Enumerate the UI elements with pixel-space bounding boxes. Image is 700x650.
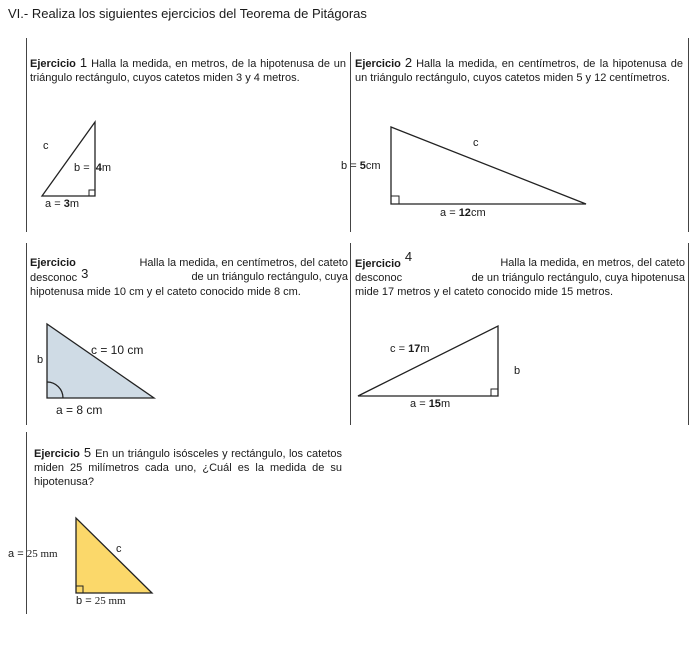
exercise-4-base-label: a = 15m bbox=[410, 398, 451, 410]
exercise-2-side-label: b = 5cm bbox=[341, 160, 381, 172]
divider-left-3 bbox=[26, 432, 27, 614]
worksheet-title: VI.- Realiza los siguientes ejercicios del Teorema de Pitágoras bbox=[8, 6, 367, 21]
exercise-4-text: Ejercicio 4 Halla la medida, en metros, del cateto desconoc de un triángulo rectángulo, cuya hipotenusa mide 17 metros y el cateto conocido mide 15 metros. bbox=[355, 249, 685, 298]
exercise-3-base-label: a = 8 cm bbox=[56, 403, 103, 417]
exercise-5-side-label: a = 25 mm bbox=[8, 548, 58, 560]
divider-right-2 bbox=[688, 243, 689, 425]
exercise-3-hyp-label: c = 10 cm bbox=[91, 343, 144, 357]
exercise-2-base-label: a = 12cm bbox=[440, 207, 486, 219]
exercise-1-text: Ejercicio 1 Halla la medida, en metros, de la hipotenusa de un triángulo rectángulo, cuyos catetos miden 3 y 4 metros. bbox=[30, 55, 346, 84]
exercise-3-side-label: b bbox=[37, 354, 44, 366]
exercise-2-text: Ejercicio 2 Halla la medida, en centímetros, de la hipotenusa de un triángulo rectángulo, cuyos catetos miden 5 y 12 centímetros. bbox=[355, 55, 683, 84]
exercise-4-side-label: b bbox=[514, 365, 521, 377]
divider-mid-2 bbox=[350, 243, 351, 425]
exercise-5-hyp-label: c bbox=[116, 543, 122, 555]
exercise-5-base-label: b = 25 mm bbox=[76, 595, 126, 607]
divider-mid-1 bbox=[350, 52, 351, 232]
exercise-3-text: Ejercicio Halla la medida, en centímetros, del cateto desconoc 3 de un triángulo rectángulo, cuya hipotenusa mide 10 cm y el cateto conocido mide 8 cm. bbox=[30, 257, 348, 298]
exercise-2-hyp-label: c bbox=[473, 137, 479, 149]
exercise-5-triangle bbox=[0, 0, 200, 100]
exercise-1-hyp-label: c bbox=[43, 140, 49, 152]
divider-right-1 bbox=[688, 38, 689, 232]
exercise-1-base-label: a = 3m bbox=[45, 198, 79, 210]
exercise-5-text: Ejercicio 5 En un triángulo isósceles y rectángulo, los catetos miden 25 milímetros cada uno, ¿Cuál es la medida de su hipotenusa? bbox=[34, 445, 342, 488]
exercise-1-side-label: b = 4m bbox=[74, 162, 112, 174]
exercise-4-hyp-label: c = 17m bbox=[390, 343, 430, 355]
divider-left-2 bbox=[26, 243, 27, 425]
